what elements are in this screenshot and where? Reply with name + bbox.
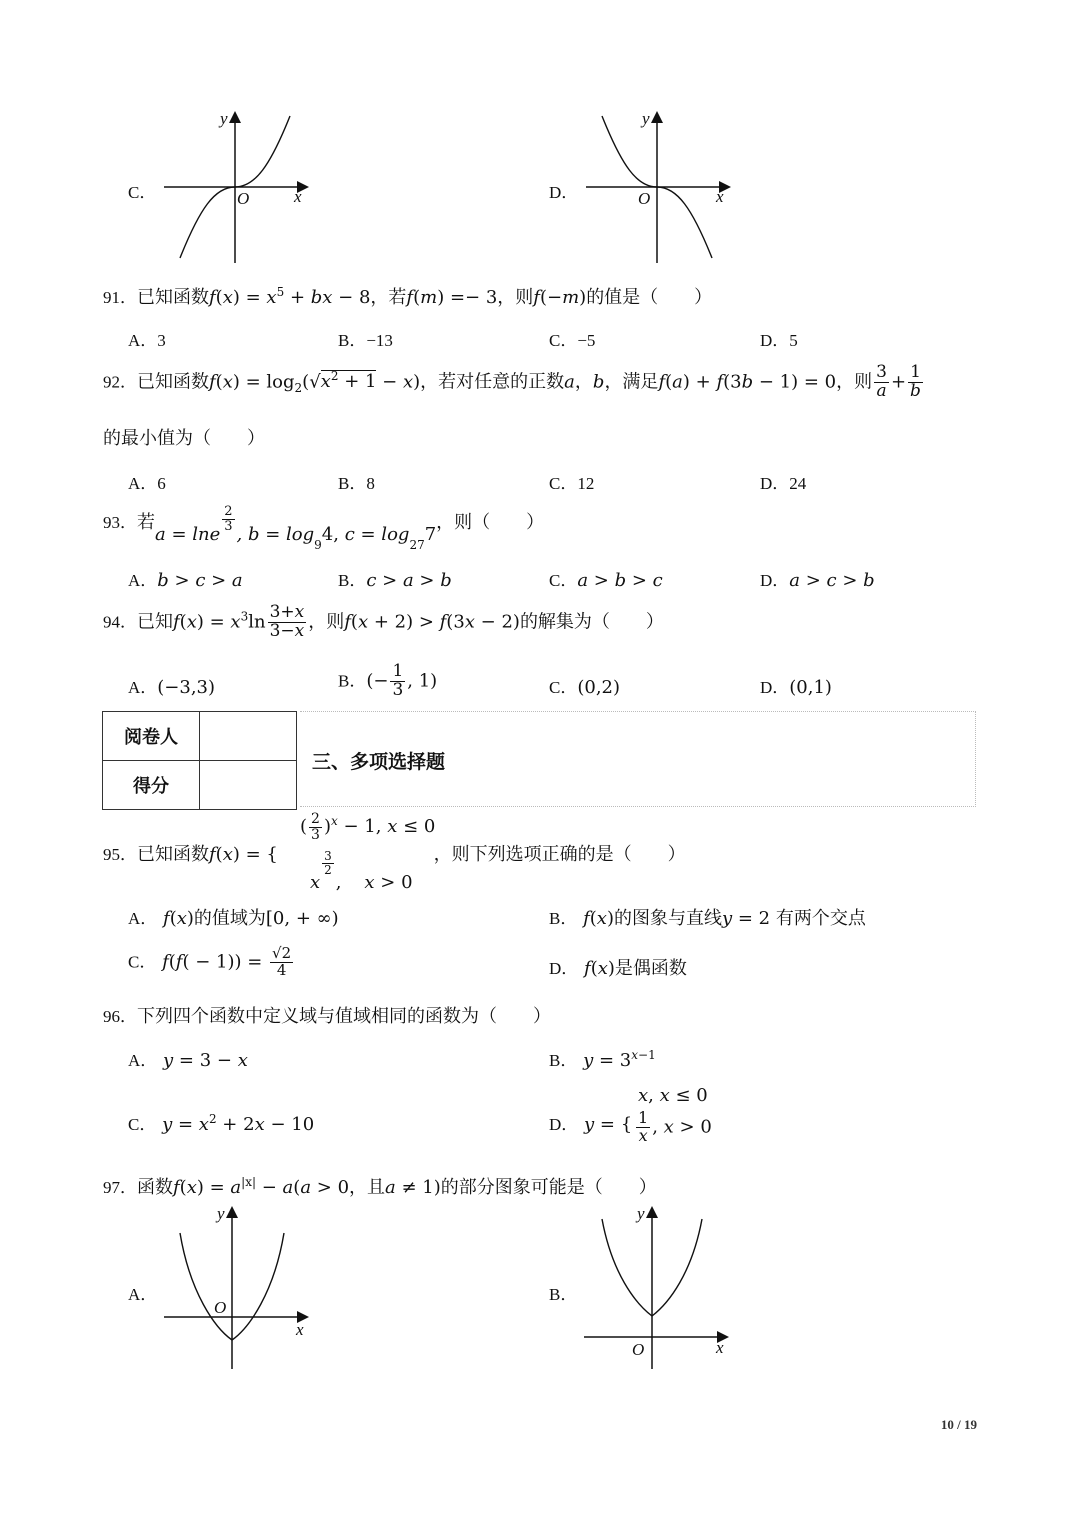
q96-option-b: B． $y = 3^{x-1}$ — [549, 1048, 656, 1071]
q96-option-a: A． y = 3 − x — [128, 1050, 248, 1071]
graph-a-x: x — [296, 1320, 304, 1339]
q95-piece-1: ( $\frac{2}{3}$ )$^x$ − 1, x ≤ 0 — [300, 811, 436, 843]
question-93: 93．若a = lne $\frac{2}{3}$ , $b = \log_94$, $c = \log_{27}7$，则（ ） — [103, 503, 545, 552]
score-label: 得分 — [103, 761, 200, 810]
q96-option-d: D． y = { — [549, 1114, 633, 1135]
reviewer-cell — [200, 712, 297, 761]
q96-d-piece-1: x, x ≤ 0 — [638, 1085, 708, 1106]
graph-d-o: O — [638, 189, 651, 208]
graph-a-y: y — [217, 1204, 225, 1223]
q95-option-d: D． f(x)是偶函数 — [549, 958, 687, 979]
q92-option-b: B．8 — [338, 474, 375, 493]
q92-option-a: A．6 — [128, 474, 166, 493]
q93-option-a: A．b > c > a — [128, 570, 243, 591]
graph-c-o: O — [237, 189, 250, 208]
q91-option-b: B．−13 — [338, 331, 393, 350]
q91-option-a: A．3 — [128, 331, 166, 350]
question-96: 96．下列四个函数中定义域与值域相同的函数为（ ） — [103, 1006, 551, 1027]
section-header — [102, 711, 977, 807]
graph-d-x: x — [716, 187, 724, 206]
q94-option-d: D．(0,1) — [760, 677, 832, 698]
score-cell — [200, 761, 297, 810]
reviewer-label: 阅卷人 — [103, 712, 200, 761]
question-92-line2: 的最小值为（ ） — [103, 428, 265, 449]
graph-c — [160, 108, 310, 268]
q96-d-piece-2: $\frac{1}{x}$ , x > 0 — [638, 1108, 712, 1145]
q94-option-b: B．(− $\frac{1}{3}$ , 1) — [338, 661, 438, 700]
q94-option-a: A．(−3,3) — [128, 677, 216, 698]
q92-option-c: C．12 — [549, 474, 595, 493]
question-94: 94．已知$f(x) = x^3\ln$ $\frac{3+x}{3-x}$ ，则f(x + 2) > f(3x − 2)的解集为（ ） — [103, 602, 664, 641]
q96-option-c: C． $y = x^2 + 2x - 10$ — [128, 1112, 315, 1135]
graph-b — [580, 1203, 730, 1373]
graph-a-label: A． — [128, 1285, 158, 1304]
q93-option-c: C．a > b > c — [549, 570, 663, 591]
page-number: 10 / 19 — [940, 1417, 977, 1432]
q91-option-d: D．5 — [760, 331, 798, 350]
q91-option-c: C．−5 — [549, 331, 596, 350]
graph-c-y: y — [220, 109, 228, 128]
question-97: 97．函数$f(x) = a^{|x|} - a(a > 0$，且a ≠ 1)的部分图象可能是（ ） — [103, 1175, 657, 1198]
graph-a — [160, 1203, 310, 1373]
graph-d-label: D． — [549, 183, 579, 202]
q95-option-c: C． f(f( − 1)) = $\frac{√2}{4}$ — [128, 944, 292, 979]
graph-a-o: O — [214, 1298, 227, 1317]
graph-b-x: x — [716, 1338, 724, 1357]
graph-c-x: x — [294, 187, 302, 206]
q95-option-b: B． f(x)的图象与直线y = 2 有两个交点 — [549, 908, 866, 929]
graph-b-y: y — [637, 1204, 645, 1223]
q93-option-d: D．a > c > b — [760, 570, 875, 591]
q95-option-a: A． f(x)的值域为[0, + ∞) — [128, 908, 339, 929]
score-table — [102, 711, 297, 810]
question-92: 92．已知函数$f(x) = \log_2(√x^2 + 1 - x)$，若对任意的正数a，b，满足f(a) + f(3b − 1) = 0，则 $\frac{3}{a}$ + $\frac{1}{b}$ — [103, 362, 921, 401]
graph-d — [582, 108, 732, 268]
question-91: 91．已知函数$f(x) = x^5$ + bx − 8，若f(m) =− 3，则f(−m)的值是（ ） — [103, 285, 713, 308]
graph-b-label: B． — [549, 1285, 578, 1304]
graph-c-label: C． — [128, 183, 157, 202]
graph-d-y: y — [642, 109, 650, 128]
q92-option-d: D．24 — [760, 474, 807, 493]
question-95: 95．已知函数f(x) = { ，则下列选项正确的是（ ） — [103, 844, 686, 865]
q93-option-b: B．c > a > b — [338, 570, 452, 591]
graph-b-o: O — [632, 1340, 645, 1359]
section-title: 三、多项选择题 — [312, 751, 446, 773]
q94-option-c: C．(0,2) — [549, 677, 621, 698]
q95-piece-2: x $\frac{3}{2}$ , x > 0 — [310, 849, 413, 894]
